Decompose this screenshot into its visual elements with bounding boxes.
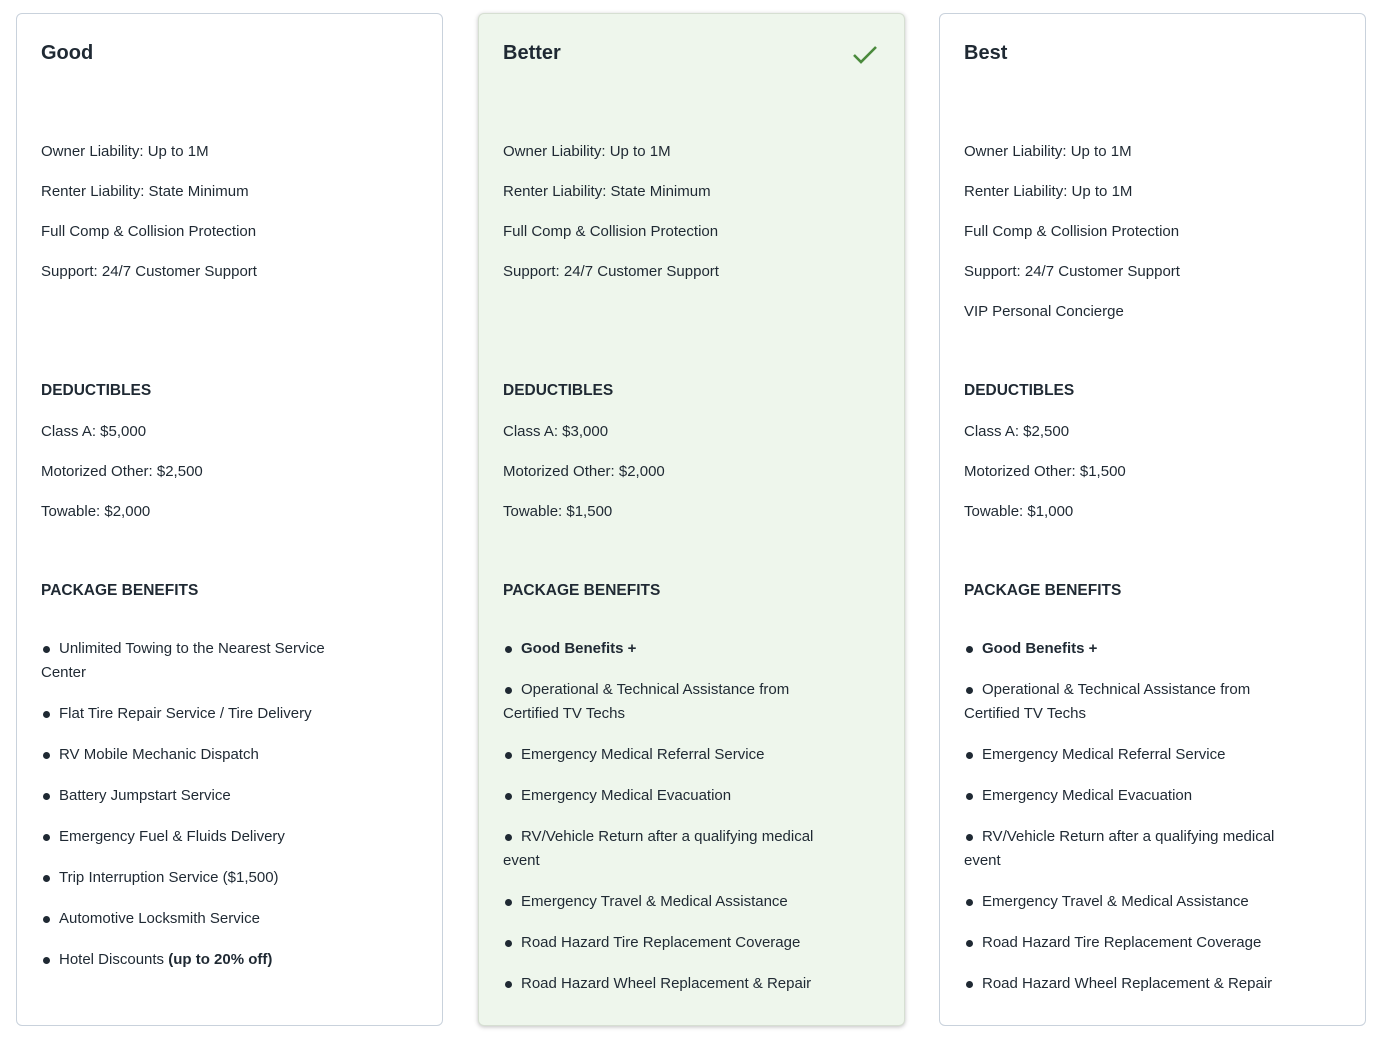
benefit-item [964, 678, 1295, 726]
benefit-text: Emergency Travel & Medical Assistance [521, 893, 788, 910]
benefit-text: RV Mobile Mechanic Dispatch [59, 746, 259, 763]
deductible-item: Motorized Other: $1,500 [964, 463, 1126, 480]
plan-card-good[interactable] [16, 13, 443, 1026]
benefit-item [503, 825, 834, 873]
benefits-list [964, 637, 1295, 1013]
benefit-text: Road Hazard Wheel Replacement & Repair [521, 975, 812, 992]
coverage-item: Renter Liability: Up to 1M [964, 183, 1133, 200]
benefit-text: Emergency Medical Evacuation [521, 787, 732, 804]
coverage-item: Renter Liability: State Minimum [503, 183, 711, 200]
benefit-item [964, 637, 1295, 661]
benefit-bold-text: Good Benefits + [982, 640, 1098, 657]
deductible-item: Towable: $2,000 [41, 503, 151, 520]
coverage-item: Support: 24/7 Customer Support [503, 263, 719, 280]
benefit-item [41, 637, 372, 685]
benefit-bold-text: Good Benefits + [521, 640, 637, 657]
benefit-item [964, 931, 1295, 955]
deductible-item: Motorized Other: $2,500 [41, 463, 203, 480]
plan-title: Best [964, 42, 1008, 64]
deductible-item: Towable: $1,500 [503, 503, 613, 520]
coverage-item: Owner Liability: Up to 1M [964, 143, 1132, 160]
benefit-item [503, 931, 834, 955]
benefit-bold-text: (up to 20% off) [168, 951, 273, 968]
benefit-item [41, 866, 372, 890]
benefit-item [503, 784, 834, 808]
benefit-text: RV/Vehicle Return after a qualifying medical event [964, 828, 1275, 869]
benefit-text: Battery Jumpstart Service [59, 787, 231, 804]
benefit-text: Emergency Fuel & Fluids Delivery [59, 828, 285, 845]
coverage-item: Support: 24/7 Customer Support [41, 263, 257, 280]
checkmark-icon [852, 44, 878, 66]
coverage-list [964, 142, 1341, 342]
plan-title: Better [503, 42, 561, 64]
benefit-text: Emergency Travel & Medical Assistance [982, 893, 1249, 910]
coverage-list [503, 142, 880, 302]
deductibles-heading: DEDUCTIBLES [964, 382, 1075, 399]
benefit-item [41, 743, 372, 767]
benefit-text: Unlimited Towing to the Nearest Service Center [41, 640, 325, 681]
deductible-item: Class A: $2,500 [964, 423, 1070, 440]
benefit-item [964, 784, 1295, 808]
benefit-item [503, 890, 834, 914]
benefit-item [964, 890, 1295, 914]
benefit-item [503, 678, 834, 726]
coverage-item: Full Comp & Collision Protection [41, 223, 257, 240]
deductibles-list [41, 422, 418, 542]
benefits-heading: PACKAGE BENEFITS [503, 582, 661, 599]
deductible-item: Towable: $1,000 [964, 503, 1074, 520]
benefit-text: Emergency Medical Evacuation [982, 787, 1193, 804]
benefit-text: Flat Tire Repair Service / Tire Delivery [59, 705, 312, 722]
benefit-text: Road Hazard Wheel Replacement & Repair [982, 975, 1273, 992]
benefit-item [964, 972, 1295, 996]
deductible-item: Class A: $5,000 [41, 423, 147, 440]
coverage-list [41, 142, 418, 302]
benefit-text: Road Hazard Tire Replacement Coverage [982, 934, 1262, 951]
benefit-item [41, 948, 372, 972]
coverage-item: VIP Personal Concierge [964, 303, 1124, 320]
benefit-item [964, 743, 1295, 767]
deductible-item: Motorized Other: $2,000 [503, 463, 665, 480]
coverage-item: Full Comp & Collision Protection [964, 223, 1180, 240]
plan-card-better[interactable] [478, 13, 905, 1026]
benefit-text: Road Hazard Tire Replacement Coverage [521, 934, 801, 951]
benefit-item [41, 825, 372, 849]
benefit-text: Trip Interruption Service ($1,500) [59, 869, 279, 886]
benefit-text: Operational & Technical Assistance from Certified TV Techs [964, 681, 1251, 722]
benefit-text: Operational & Technical Assistance from Certified TV Techs [503, 681, 790, 722]
deductibles-list [503, 422, 880, 542]
benefit-item [503, 743, 834, 767]
benefits-heading: PACKAGE BENEFITS [41, 582, 199, 599]
deductibles-heading: DEDUCTIBLES [503, 382, 614, 399]
benefit-item [503, 637, 834, 661]
benefit-text: Automotive Locksmith Service [59, 910, 260, 927]
coverage-item: Support: 24/7 Customer Support [964, 263, 1180, 280]
benefit-item [41, 907, 372, 931]
deductibles-heading: DEDUCTIBLES [41, 382, 152, 399]
benefit-item [503, 972, 834, 996]
coverage-item: Owner Liability: Up to 1M [503, 143, 671, 160]
benefit-text: Emergency Medical Referral Service [982, 746, 1226, 763]
deductible-item: Class A: $3,000 [503, 423, 609, 440]
plan-title: Good [41, 42, 94, 64]
coverage-item: Full Comp & Collision Protection [503, 223, 719, 240]
benefit-text: Hotel Discounts [59, 951, 169, 968]
benefit-text: RV/Vehicle Return after a qualifying medical event [503, 828, 814, 869]
plan-card-best[interactable] [939, 13, 1366, 1026]
benefit-text: Emergency Medical Referral Service [521, 746, 765, 763]
benefits-heading: PACKAGE BENEFITS [964, 582, 1122, 599]
benefit-item [41, 702, 372, 726]
benefit-item [964, 825, 1295, 873]
deductibles-list [964, 422, 1341, 542]
coverage-item: Owner Liability: Up to 1M [41, 143, 209, 160]
benefits-list [41, 637, 372, 989]
coverage-item: Renter Liability: State Minimum [41, 183, 249, 200]
benefit-item [41, 784, 372, 808]
benefits-list [503, 637, 834, 1013]
